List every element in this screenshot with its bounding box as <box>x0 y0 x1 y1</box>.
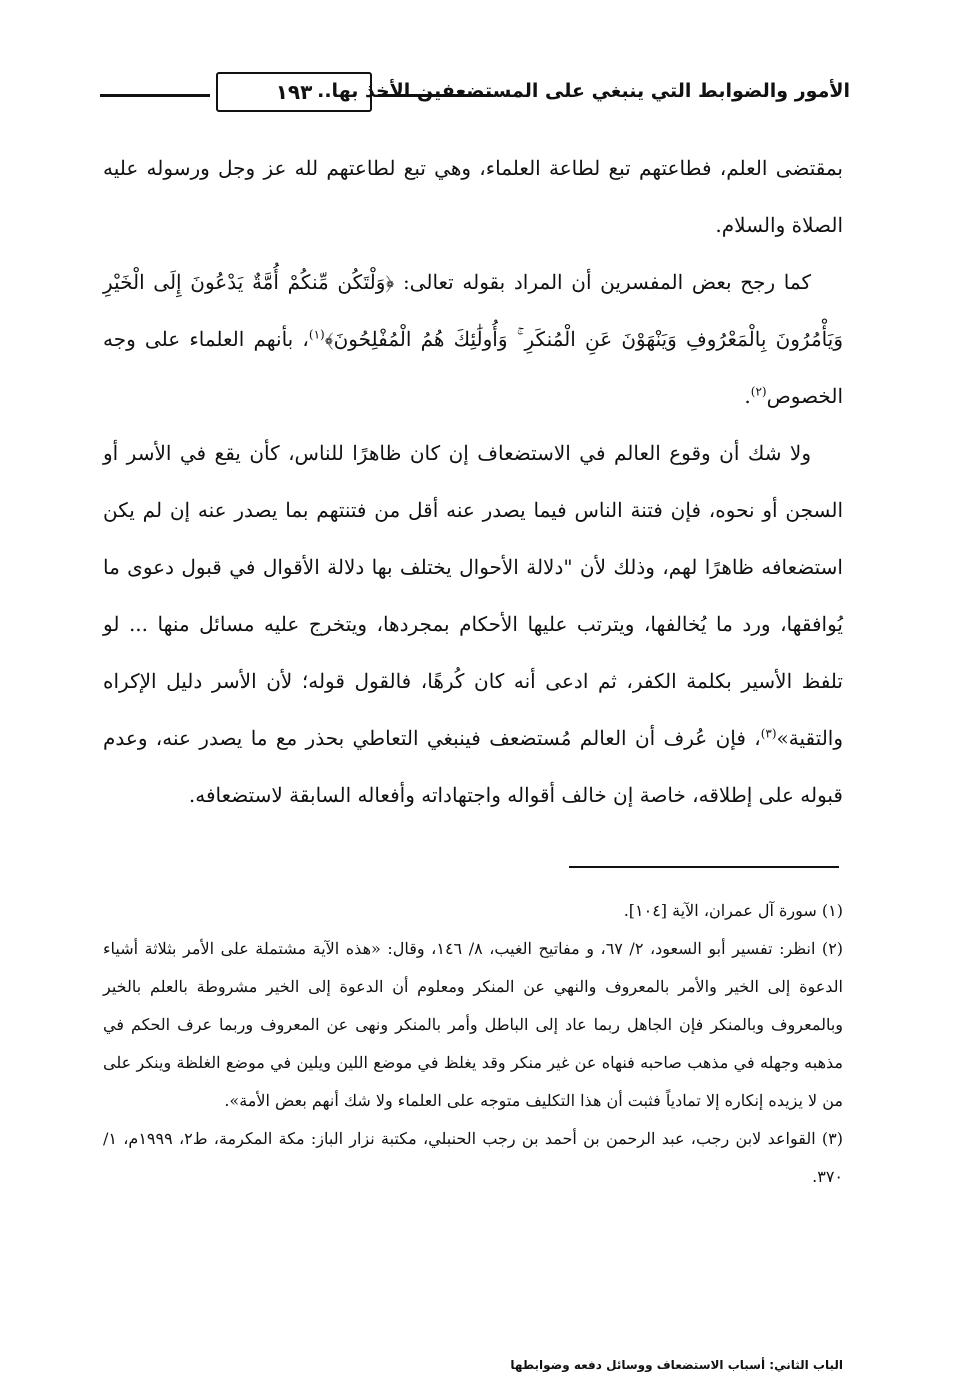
footnote-3: (٣) القواعد لابن رجب، عبد الرحمن بن أحمد بن رجب الحنبلي، مكتبة نزار الباز: مكة المكرمة، ط٢، ١٩٩٩م، ١/ ٣٧٠. <box>103 1129 843 1186</box>
footnote-2: (٢) انظر: تفسير أبو السعود، ٢/ ٦٧، و مفاتيح الغيب، ٨/ ١٤٦، وقال: «هذه الآية مشتملة على الأمر بثلاثة أشياء الدعوة إلى الخير والأمر بالمعروف والنهي عن المنكر ومعلوم أن الدعوة إلى الخير مشروطة بالعلم بالخير وبالمعروف وبالمنكر فإن الجاهل ربما عاد إلى الباطل وأمر بالمنكر ونهى عن المعروف وربما عرف الحكم في مذهبه وجهله في مذهب صاحبه فنهاه عن غير منكر وقد يغلظ في موضع اللين ويلين في موضع الغلظة وينكر على من لا يزيده إنكاره إلا تمادياً فثبت أن هذا التكليف متوجه على العلماء ولا شك أنهم بعض الأمة». <box>103 939 844 1110</box>
paragraph-3-text: ولا شك أن وقوع العالم في الاستضعاف إن كان ظاهرًا للناس، كأن يقع في الأسر أو السجن أو نحوه، فإن فتنة الناس فيما يصدر عنه أقل من فتنتهم بما يصدر عنه إن لم يكن استضعافه ظاهرًا لهم، وذلك لأن "دلالة الأحوال يختلف بها دلالة الأقوال في قبول دعوى ما يُوافقها، ورد ما يُخالفها، ويترتب عليها الأحكام بمجردها، ويتخرج عليه مسائل منها ... لو تلفظ الأسير بكلمة الكفر، ثم ادعى أنه كان كُرهًا، فالقول قوله؛ لأن الأسر دليل الإكراه والتقية» <box>103 441 844 750</box>
paragraph-2 <box>103 254 843 425</box>
page-header <box>100 72 850 120</box>
paragraph-2-end: . <box>744 384 751 408</box>
footnote-ref-1[interactable]: (١) <box>308 327 325 342</box>
footnote-ref-2[interactable]: (٢) <box>750 384 767 399</box>
header-rule-left <box>100 94 210 97</box>
page-number: ١٩٣ <box>275 80 313 104</box>
paragraph-2-continuation: ، بأنهم العلماء على وجه الخصوص <box>103 327 843 408</box>
footnotes <box>103 892 843 1196</box>
running-title: الأمور والضوابط التي ينبغي على المستضعفين الأخذ بها.. <box>317 80 850 102</box>
page-footer: الباب الثاني: أسباب الاستضعاف ووسائل دفعه وضوابطها <box>510 1358 843 1372</box>
paragraph-1: بمقتضى العلم، فطاعتهم تبع لطاعة العلماء، وهي تبع لطاعتهم لله عز وجل ورسوله عليه الصلاة والسلام. <box>103 156 843 237</box>
paragraph-3-continuation: ، فإن عُرف أن العالم مُستضعف فينبغي التعاطي بحذر مع ما يصدر عنه، وعدم قبوله على إطلاقه، خاصة إن خالف أقواله واجتهاداته وأفعاله السابقة لاستضعافه. <box>103 726 843 807</box>
paragraph-3 <box>103 425 843 824</box>
footnote-ref-3[interactable]: (٣) <box>760 726 777 741</box>
footnote-separator <box>569 866 839 868</box>
body-text <box>103 140 843 824</box>
quran-verse-text: كما رجح بعض المفسرين أن المراد بقوله تعالى: ﴿وَلْتَكُن مِّنكُمْ أُمَّةٌ يَدْعُونَ إِلَى الْخَيْرِ وَيَأْمُرُونَ بِالْمَعْرُوفِ وَيَنْهَوْنَ عَنِ الْمُنكَرِ ۚ وَأُولَٰئِكَ هُمُ الْمُفْلِحُونَ﴾ <box>103 270 843 351</box>
footnote-1: (١) سورة آل عمران، الآية [١٠٤]. <box>623 901 843 920</box>
